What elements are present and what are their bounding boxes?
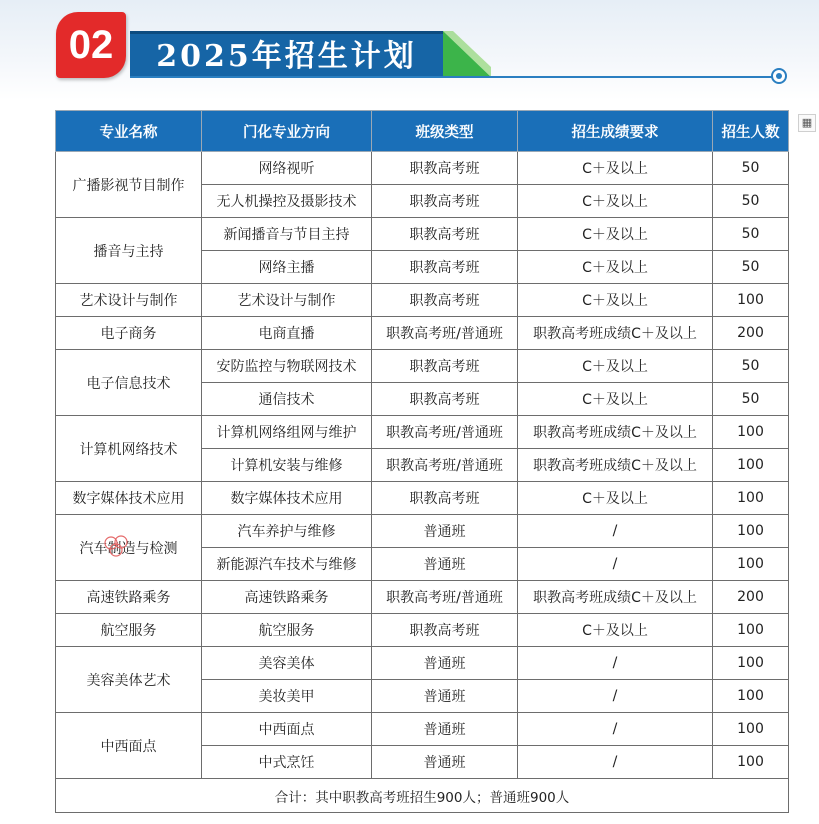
direction-cell: 美妆美甲: [202, 680, 372, 713]
score-requirement-cell: 职教高考班成绩C＋及以上: [518, 581, 713, 614]
major-name-cell: 汽车制造与检测: [56, 515, 202, 581]
direction-cell: 网络主播: [202, 251, 372, 284]
enrollment-count-cell: 100: [713, 284, 789, 317]
table-row: [56, 350, 789, 383]
enrollment-count-cell: 100: [713, 680, 789, 713]
table-row: [56, 515, 789, 548]
class-type-cell: 职教高考班: [372, 185, 518, 218]
score-requirement-cell: /: [518, 680, 713, 713]
direction-cell: 通信技术: [202, 383, 372, 416]
class-type-cell: 普通班: [372, 746, 518, 779]
table-row: [56, 152, 789, 185]
score-requirement-cell: C＋及以上: [518, 218, 713, 251]
score-requirement-cell: C＋及以上: [518, 284, 713, 317]
class-type-cell: 普通班: [372, 515, 518, 548]
class-type-cell: 职教高考班: [372, 614, 518, 647]
table-row: [56, 614, 789, 647]
enrollment-count-cell: 50: [713, 350, 789, 383]
direction-cell: 美容美体: [202, 647, 372, 680]
direction-cell: 计算机网络组网与维护: [202, 416, 372, 449]
major-name-cell: 播音与主持: [56, 218, 202, 284]
class-type-cell: 职教高考班/普通班: [372, 317, 518, 350]
page-title: 2025年招生计划: [130, 31, 443, 77]
class-type-cell: 职教高考班: [372, 251, 518, 284]
total-summary: 合计：其中职教高考班招生900人；普通班900人: [56, 779, 789, 813]
table-row: [56, 713, 789, 746]
score-requirement-cell: C＋及以上: [518, 185, 713, 218]
enrollment-plan-table: [55, 110, 789, 813]
class-type-cell: 职教高考班: [372, 152, 518, 185]
enrollment-count-cell: 100: [713, 746, 789, 779]
direction-cell: 安防监控与物联网技术: [202, 350, 372, 383]
score-requirement-cell: /: [518, 647, 713, 680]
class-type-cell: 普通班: [372, 713, 518, 746]
column-header: 招生人数: [713, 111, 789, 152]
major-name-cell: 艺术设计与制作: [56, 284, 202, 317]
enrollment-count-cell: 200: [713, 317, 789, 350]
enrollment-count-cell: 50: [713, 218, 789, 251]
major-name-cell: 中西面点: [56, 713, 202, 779]
direction-cell: 电商直播: [202, 317, 372, 350]
direction-cell: 计算机安装与维修: [202, 449, 372, 482]
score-requirement-cell: C＋及以上: [518, 251, 713, 284]
table-row: [56, 581, 789, 614]
direction-cell: 汽车养护与维修: [202, 515, 372, 548]
table-row: [56, 416, 789, 449]
class-type-cell: 职教高考班: [372, 482, 518, 515]
class-type-cell: 职教高考班: [372, 383, 518, 416]
class-type-cell: 职教高考班: [372, 284, 518, 317]
score-requirement-cell: C＋及以上: [518, 152, 713, 185]
score-requirement-cell: C＋及以上: [518, 383, 713, 416]
table-row: [56, 482, 789, 515]
enrollment-count-cell: 100: [713, 482, 789, 515]
score-requirement-cell: 职教高考班成绩C＋及以上: [518, 416, 713, 449]
score-requirement-cell: 职教高考班成绩C＋及以上: [518, 317, 713, 350]
enrollment-count-cell: 100: [713, 416, 789, 449]
enrollment-count-cell: 50: [713, 152, 789, 185]
major-name-cell: 数字媒体技术应用: [56, 482, 202, 515]
enrollment-count-cell: 100: [713, 515, 789, 548]
table-header-row: [56, 111, 789, 152]
class-type-cell: 职教高考班/普通班: [372, 581, 518, 614]
direction-cell: 新能源汽车技术与维修: [202, 548, 372, 581]
header-rule-dot: [771, 68, 787, 84]
direction-cell: 艺术设计与制作: [202, 284, 372, 317]
major-name-cell: 广播影视节目制作: [56, 152, 202, 218]
column-header: 专业名称: [56, 111, 202, 152]
direction-cell: 高速铁路乘务: [202, 581, 372, 614]
enrollment-count-cell: 200: [713, 581, 789, 614]
class-type-cell: 职教高考班/普通班: [372, 416, 518, 449]
major-name-cell: 航空服务: [56, 614, 202, 647]
scribble-mark: [102, 534, 132, 558]
class-type-cell: 普通班: [372, 647, 518, 680]
score-requirement-cell: /: [518, 515, 713, 548]
enrollment-count-cell: 100: [713, 647, 789, 680]
green-triangle-decoration: [443, 31, 491, 77]
enrollment-count-cell: 100: [713, 548, 789, 581]
enrollment-count-cell: 100: [713, 713, 789, 746]
direction-cell: 中西面点: [202, 713, 372, 746]
score-requirement-cell: /: [518, 548, 713, 581]
major-name-cell: 电子信息技术: [56, 350, 202, 416]
enrollment-count-cell: 100: [713, 614, 789, 647]
major-name-cell: 高速铁路乘务: [56, 581, 202, 614]
direction-cell: 数字媒体技术应用: [202, 482, 372, 515]
table-row: [56, 218, 789, 251]
class-type-cell: 职教高考班/普通班: [372, 449, 518, 482]
enrollment-count-cell: 50: [713, 185, 789, 218]
section-number-badge: 02: [56, 12, 126, 78]
column-header: 门化专业方向: [202, 111, 372, 152]
column-header: 班级类型: [372, 111, 518, 152]
enrollment-count-cell: 100: [713, 449, 789, 482]
enrollment-count-cell: 50: [713, 251, 789, 284]
direction-cell: 无人机操控及摄影技术: [202, 185, 372, 218]
direction-cell: 中式烹饪: [202, 746, 372, 779]
major-name-cell: 美容美体艺术: [56, 647, 202, 713]
score-requirement-cell: C＋及以上: [518, 614, 713, 647]
direction-cell: 网络视听: [202, 152, 372, 185]
total-row: [56, 779, 789, 813]
header-rule: [130, 76, 773, 78]
table-row: [56, 284, 789, 317]
score-requirement-cell: C＋及以上: [518, 350, 713, 383]
grid-icon[interactable]: ▦: [798, 114, 816, 132]
direction-cell: 航空服务: [202, 614, 372, 647]
score-requirement-cell: 职教高考班成绩C＋及以上: [518, 449, 713, 482]
table-row: [56, 647, 789, 680]
enrollment-count-cell: 50: [713, 383, 789, 416]
score-requirement-cell: C＋及以上: [518, 482, 713, 515]
class-type-cell: 普通班: [372, 548, 518, 581]
class-type-cell: 职教高考班: [372, 218, 518, 251]
score-requirement-cell: /: [518, 746, 713, 779]
class-type-cell: 职教高考班: [372, 350, 518, 383]
table-row: [56, 317, 789, 350]
major-name-cell: 计算机网络技术: [56, 416, 202, 482]
column-header: 招生成绩要求: [518, 111, 713, 152]
score-requirement-cell: /: [518, 713, 713, 746]
major-name-cell: 电子商务: [56, 317, 202, 350]
class-type-cell: 普通班: [372, 680, 518, 713]
direction-cell: 新闻播音与节目主持: [202, 218, 372, 251]
